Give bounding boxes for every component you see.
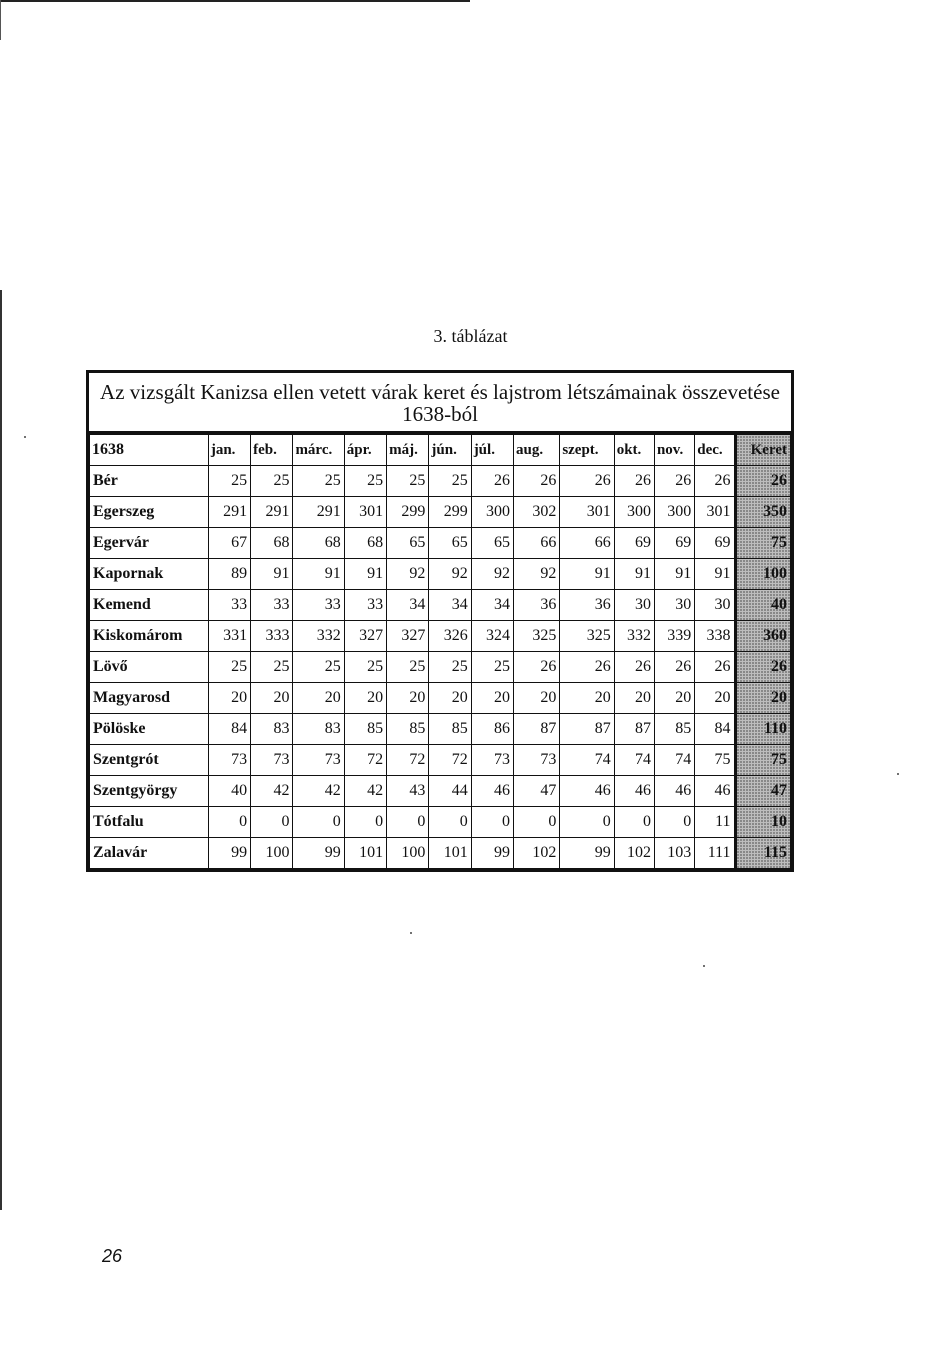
monthly-count: 20 [251,683,293,714]
monthly-count: 33 [208,590,250,621]
monthly-count: 301 [560,497,614,528]
monthly-count: 291 [293,497,344,528]
monthly-count: 91 [695,559,735,590]
monthly-count: 100 [251,838,293,869]
monthly-count: 91 [293,559,344,590]
monthly-count: 101 [344,838,386,869]
monthly-count: 25 [429,466,471,497]
monthly-count: 25 [251,652,293,683]
monthly-count: 36 [560,590,614,621]
monthly-count: 66 [560,528,614,559]
castle-name: Bér [90,466,209,497]
monthly-count: 33 [293,590,344,621]
table-row [90,683,791,714]
monthly-count: 92 [429,559,471,590]
monthly-count: 25 [293,652,344,683]
monthly-count: 25 [387,652,429,683]
monthly-count: 301 [695,497,735,528]
monthly-count: 20 [695,683,735,714]
castle-name: Egerszeg [90,497,209,528]
monthly-count: 91 [654,559,694,590]
monthly-count: 25 [208,466,250,497]
monthly-count: 0 [614,807,654,838]
month-header: júl. [471,435,513,466]
monthly-count: 74 [614,745,654,776]
month-header: aug. [513,435,559,466]
monthly-count: 83 [293,714,344,745]
monthly-count: 42 [293,776,344,807]
monthly-count: 102 [513,838,559,869]
monthly-count: 42 [251,776,293,807]
monthly-count: 47 [513,776,559,807]
keret-value: 10 [735,807,790,838]
monthly-count: 91 [344,559,386,590]
monthly-count: 339 [654,621,694,652]
year-header: 1638 [90,435,209,466]
monthly-count: 300 [654,497,694,528]
header-row [90,435,791,466]
monthly-count: 73 [251,745,293,776]
keret-value: 26 [735,466,790,497]
monthly-count: 89 [208,559,250,590]
monthly-count: 0 [471,807,513,838]
scan-speck [24,436,26,438]
monthly-count: 72 [387,745,429,776]
castle-name: Kiskomárom [90,621,209,652]
castle-name: Pölöske [90,714,209,745]
monthly-count: 11 [695,807,735,838]
monthly-count: 30 [614,590,654,621]
monthly-count: 26 [654,466,694,497]
monthly-count: 26 [560,652,614,683]
monthly-count: 72 [344,745,386,776]
monthly-count: 291 [251,497,293,528]
monthly-count: 99 [293,838,344,869]
monthly-count: 73 [208,745,250,776]
keret-value: 75 [735,745,790,776]
monthly-count: 92 [387,559,429,590]
monthly-count: 87 [513,714,559,745]
keret-header: Keret [735,435,790,466]
page-number: 26 [102,1246,123,1266]
month-header: márc. [293,435,344,466]
keret-value: 110 [735,714,790,745]
monthly-count: 299 [429,497,471,528]
monthly-count: 69 [614,528,654,559]
monthly-count: 65 [471,528,513,559]
monthly-count: 87 [560,714,614,745]
monthly-count: 69 [695,528,735,559]
monthly-count: 325 [560,621,614,652]
monthly-count: 34 [429,590,471,621]
castle-name: Egervár [90,528,209,559]
monthly-count: 332 [293,621,344,652]
monthly-count: 0 [208,807,250,838]
monthly-count: 0 [251,807,293,838]
monthly-count: 74 [654,745,694,776]
month-header: jún. [429,435,471,466]
monthly-count: 25 [344,466,386,497]
monthly-count: 46 [560,776,614,807]
castle-name: Kapornak [90,559,209,590]
keret-value: 26 [735,652,790,683]
table-row [90,559,791,590]
monthly-count: 30 [654,590,694,621]
monthly-count: 46 [614,776,654,807]
monthly-count: 26 [614,652,654,683]
monthly-count: 300 [471,497,513,528]
monthly-count: 68 [293,528,344,559]
monthly-count: 100 [387,838,429,869]
scan-speck [897,773,899,775]
monthly-count: 300 [614,497,654,528]
month-header: ápr. [344,435,386,466]
monthly-count: 65 [429,528,471,559]
monthly-count: 73 [513,745,559,776]
monthly-count: 99 [208,838,250,869]
monthly-count: 92 [471,559,513,590]
monthly-count: 0 [344,807,386,838]
monthly-count: 0 [293,807,344,838]
table-row [90,807,791,838]
monthly-count: 20 [344,683,386,714]
monthly-count: 73 [293,745,344,776]
monthly-count: 26 [614,466,654,497]
monthly-count: 25 [293,466,344,497]
keret-value: 75 [735,528,790,559]
table-row [90,621,791,652]
monthly-count: 34 [387,590,429,621]
monthly-count: 26 [513,466,559,497]
monthly-count: 327 [344,621,386,652]
monthly-count: 46 [471,776,513,807]
monthly-count: 324 [471,621,513,652]
monthly-count: 46 [695,776,735,807]
table-body [90,466,791,869]
table-title: Az vizsgált Kanizsa ellen vetett várak keret és lajstrom létszámainak összevetése 1638-ból [89,373,791,434]
table-row [90,652,791,683]
monthly-count: 25 [251,466,293,497]
monthly-count: 25 [387,466,429,497]
table-caption: 3. táblázat [433,326,508,346]
monthly-count: 20 [513,683,559,714]
monthly-count: 26 [560,466,614,497]
month-header: máj. [387,435,429,466]
monthly-count: 73 [471,745,513,776]
monthly-count: 301 [344,497,386,528]
monthly-count: 20 [471,683,513,714]
keret-value: 115 [735,838,790,869]
monthly-count: 74 [560,745,614,776]
monthly-count: 0 [560,807,614,838]
keret-value: 100 [735,559,790,590]
monthly-count: 291 [208,497,250,528]
monthly-count: 26 [471,466,513,497]
monthly-count: 26 [695,652,735,683]
scan-speck [410,932,412,934]
monthly-count: 36 [513,590,559,621]
monthly-count: 20 [654,683,694,714]
monthly-count: 30 [695,590,735,621]
table-row [90,528,791,559]
monthly-count: 103 [654,838,694,869]
monthly-count: 20 [560,683,614,714]
monthly-count: 86 [471,714,513,745]
month-header: dec. [695,435,735,466]
castle-name: Kemend [90,590,209,621]
monthly-count: 43 [387,776,429,807]
monthly-count: 65 [387,528,429,559]
monthly-count: 20 [208,683,250,714]
monthly-count: 327 [387,621,429,652]
table-row [90,714,791,745]
scan-edge-top [0,0,470,2]
monthly-count: 69 [654,528,694,559]
monthly-count: 44 [429,776,471,807]
keret-value: 350 [735,497,790,528]
monthly-count: 101 [429,838,471,869]
monthly-count: 111 [695,838,735,869]
monthly-count: 0 [513,807,559,838]
month-header: feb. [251,435,293,466]
keret-value: 47 [735,776,790,807]
keret-value: 40 [735,590,790,621]
monthly-count: 84 [695,714,735,745]
month-header: jan. [208,435,250,466]
table-row [90,590,791,621]
monthly-count: 0 [387,807,429,838]
monthly-count: 299 [387,497,429,528]
monthly-count: 84 [208,714,250,745]
monthly-count: 87 [614,714,654,745]
monthly-count: 91 [251,559,293,590]
monthly-count: 326 [429,621,471,652]
monthly-count: 34 [471,590,513,621]
monthly-count: 20 [614,683,654,714]
monthly-count: 25 [208,652,250,683]
table-row [90,745,791,776]
table-grid [89,434,791,869]
monthly-count: 20 [429,683,471,714]
monthly-count: 85 [387,714,429,745]
keret-value: 360 [735,621,790,652]
monthly-count: 26 [654,652,694,683]
data-table [86,370,794,872]
monthly-count: 33 [344,590,386,621]
monthly-count: 0 [429,807,471,838]
monthly-count: 102 [614,838,654,869]
monthly-count: 42 [344,776,386,807]
monthly-count: 75 [695,745,735,776]
month-header: szept. [560,435,614,466]
monthly-count: 66 [513,528,559,559]
monthly-count: 91 [614,559,654,590]
table-row [90,466,791,497]
monthly-count: 25 [429,652,471,683]
castle-name: Lövő [90,652,209,683]
monthly-count: 302 [513,497,559,528]
keret-value: 20 [735,683,790,714]
castle-name: Magyarosd [90,683,209,714]
monthly-count: 20 [293,683,344,714]
scan-edge-left-lower [0,290,2,1210]
monthly-count: 91 [560,559,614,590]
castle-name: Szentgrót [90,745,209,776]
scan-edge-left [0,0,1,40]
monthly-count: 33 [251,590,293,621]
monthly-count: 85 [344,714,386,745]
monthly-count: 25 [471,652,513,683]
month-header: okt. [614,435,654,466]
monthly-count: 26 [513,652,559,683]
scan-speck [703,965,705,967]
monthly-count: 332 [614,621,654,652]
castle-name: Zalavár [90,838,209,869]
monthly-count: 331 [208,621,250,652]
castle-name: Tótfalu [90,807,209,838]
monthly-count: 26 [695,466,735,497]
month-header: nov. [654,435,694,466]
table-row [90,838,791,869]
monthly-count: 99 [471,838,513,869]
monthly-count: 25 [344,652,386,683]
table-row [90,776,791,807]
monthly-count: 99 [560,838,614,869]
monthly-count: 83 [251,714,293,745]
monthly-count: 0 [654,807,694,838]
table-row [90,497,791,528]
monthly-count: 20 [387,683,429,714]
monthly-count: 40 [208,776,250,807]
monthly-count: 92 [513,559,559,590]
monthly-count: 85 [429,714,471,745]
monthly-count: 68 [344,528,386,559]
monthly-count: 67 [208,528,250,559]
monthly-count: 46 [654,776,694,807]
monthly-count: 72 [429,745,471,776]
monthly-count: 68 [251,528,293,559]
monthly-count: 338 [695,621,735,652]
monthly-count: 325 [513,621,559,652]
castle-name: Szentgyörgy [90,776,209,807]
monthly-count: 333 [251,621,293,652]
monthly-count: 85 [654,714,694,745]
